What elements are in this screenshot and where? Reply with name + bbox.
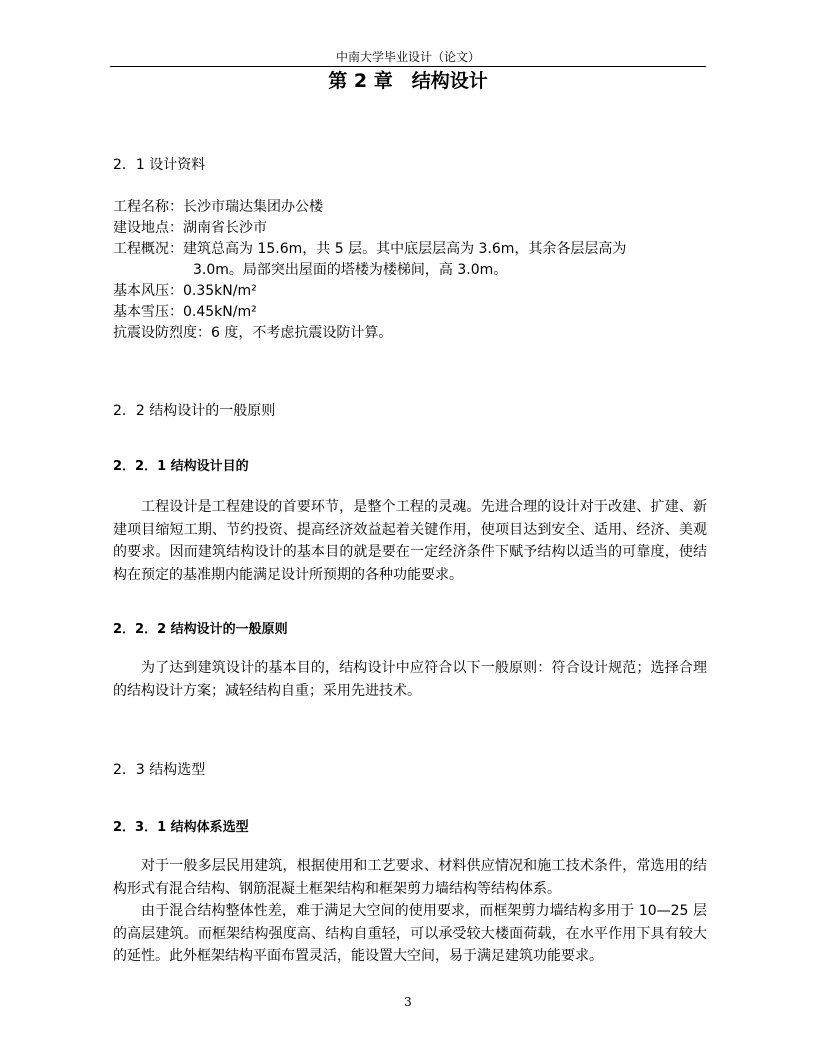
section-2-3-heading: 2．3 结构选型: [113, 762, 206, 778]
page-number: 3: [404, 995, 412, 1009]
header-rule: [110, 66, 706, 67]
project-overview-continuation: 3.0m。局部突出屋面的塔楼为楼梯间，高 3.0m。: [193, 262, 508, 278]
paragraph: 由于混合结构整体性差，难于满足大空间的使用要求，而框架剪力墙结构多用于 10—25 层的高层建筑。而框架结构强度高、结构自重轻，可以承受较大楼面荷载，在水平作用下具有较大的延性。此外框架结构平面布置灵活，能设置大空间，易于满足建筑功能要求。: [113, 903, 707, 964]
paragraph: 工程设计是工程建设的首要环节，是整个工程的灵魂。先进合理的设计对于改建、扩建、新建项目缩短工期、节约投资、提高经济效益起着关键作用，使项目达到安全、适用、经济、美观的要求。因而建筑结构设计的基本目的就是要在一定经济条件下赋予结构以适当的可靠度，使结构在预定的基准期内能满足设计所预期的各种功能要求。: [113, 499, 707, 583]
seismic-intensity-line: 抗震设防烈度：6 度，不考虑抗震设防计算。: [113, 325, 393, 341]
site-location-line: 建设地点：湖南省长沙市: [113, 220, 267, 236]
section-2-3-1-heading: 2．3．1 结构体系选型: [113, 820, 249, 835]
paragraph: 为了达到建筑设计的基本目的，结构设计中应符合以下一般原则：符合设计规范；选择合理的结构设计方案；减轻结构自重；采用先进技术。: [113, 660, 707, 699]
section-2-2-2-heading: 2．2．2 结构设计的一般原则: [113, 622, 288, 637]
running-header: 中南大学毕业设计（论文）: [335, 50, 480, 64]
project-name-line: 工程名称：长沙市瑞达集团办公楼: [113, 199, 323, 215]
paragraph: 对于一般多层民用建筑，根据使用和工艺要求、材料供应情况和施工技术条件，常选用的结构形式有混合结构、钢筋混凝土框架结构和框架剪力墙结构等结构体系。: [113, 858, 707, 897]
wind-pressure-line: 基本风压：0.35kN/m²: [113, 283, 257, 299]
section-2-2-1-body: [113, 496, 707, 586]
section-2-3-1-body: [113, 855, 707, 968]
snow-pressure-line: 基本雪压：0.45kN/m²: [113, 304, 257, 320]
section-2-2-2-body: [113, 657, 707, 702]
chapter-title: 第 2 章 结构设计: [328, 70, 488, 92]
section-2-1-heading: 2．1 设计资料: [113, 157, 206, 173]
project-overview-line: 工程概况：建筑总高为 15.6m，共 5 层。其中底层层高为 3.6m，其余各层层高为: [113, 241, 627, 257]
section-2-2-1-heading: 2．2．1 结构设计目的: [113, 459, 249, 474]
section-2-2-heading: 2．2 结构设计的一般原则: [113, 403, 276, 419]
